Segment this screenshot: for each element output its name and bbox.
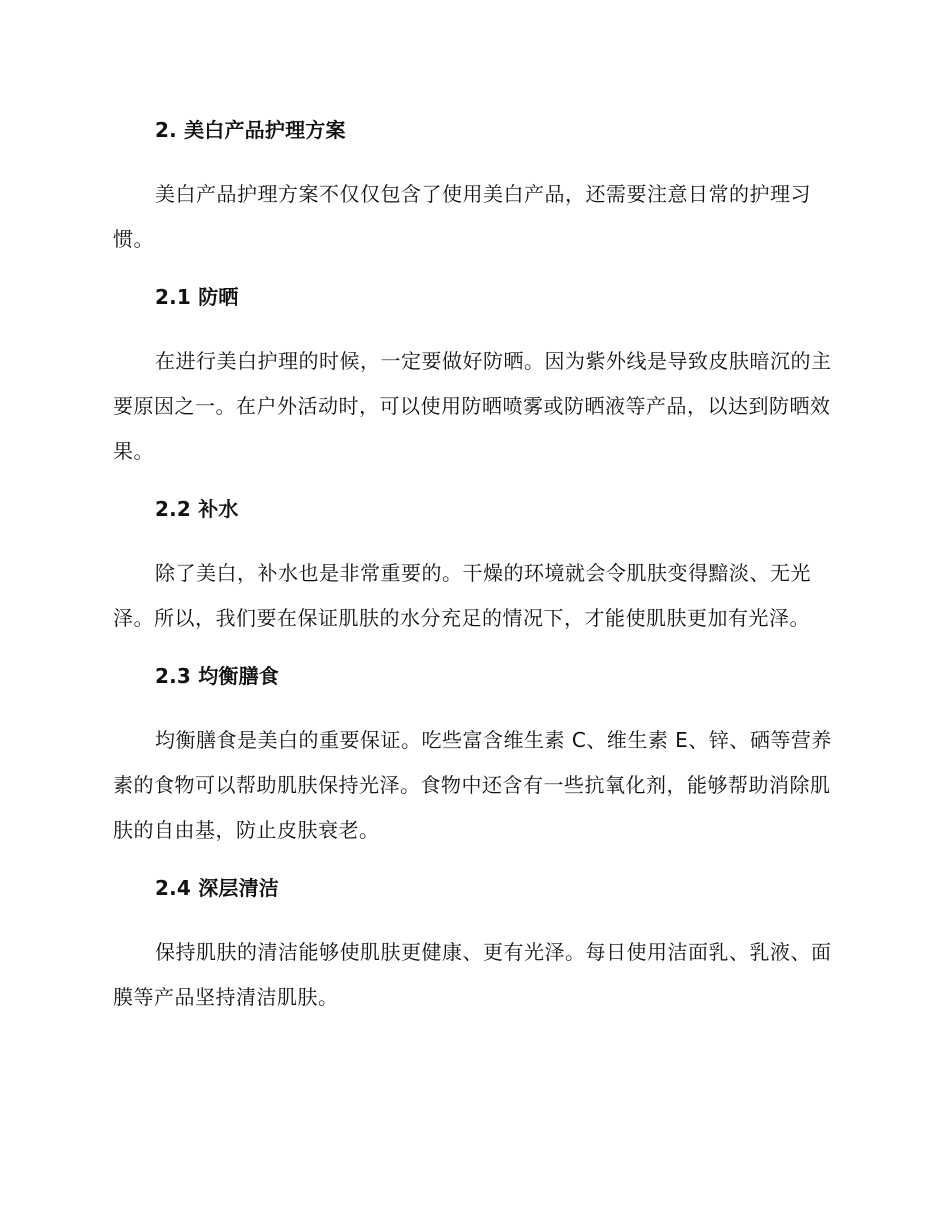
intro-paragraph: 美白产品护理方案不仅仅包含了使用美白产品，还需要注意日常的护理习惯。 <box>113 182 811 251</box>
document-content <box>113 114 833 1020</box>
subsection-title-diet: 2.3 均衡膳食 <box>155 664 279 688</box>
subsection-title-sunscreen: 2.1 防晒 <box>155 285 239 309</box>
subsection-title-cleansing: 2.4 深层清洁 <box>155 876 279 900</box>
subsection-body-sunscreen: 在进行美白护理的时候，一定要做好防晒。因为紫外线是导致皮肤暗沉的主要原因之一。在户外活动时，可以使用防晒喷雾或防晒液等产品，以达到防晒效果。 <box>113 349 832 463</box>
subsection-body-cleansing: 保持肌肤的清洁能够使肌肤更健康、更有光泽。每日使用洁面乳、乳液、面膜等产品坚持清洁肌肤。 <box>113 940 832 1009</box>
section-title: 2. 美白产品护理方案 <box>155 118 346 142</box>
subsection-title-hydration: 2.2 补水 <box>155 497 239 521</box>
subsection-body-diet: 均衡膳食是美白的重要保证。吃些富含维生素 C、维生素 E、锌、硒等营养素的食物可以帮助肌肤保持光泽。食物中还含有一些抗氧化剂，能够帮助消除肌肤的自由基，防止皮肤衰老。 <box>113 728 832 842</box>
subsection-body-hydration: 除了美白，补水也是非常重要的。干燥的环境就会令肌肤变得黯淡、无光泽。所以，我们要在保证肌肤的水分充足的情况下，才能使肌肤更加有光泽。 <box>113 561 811 630</box>
